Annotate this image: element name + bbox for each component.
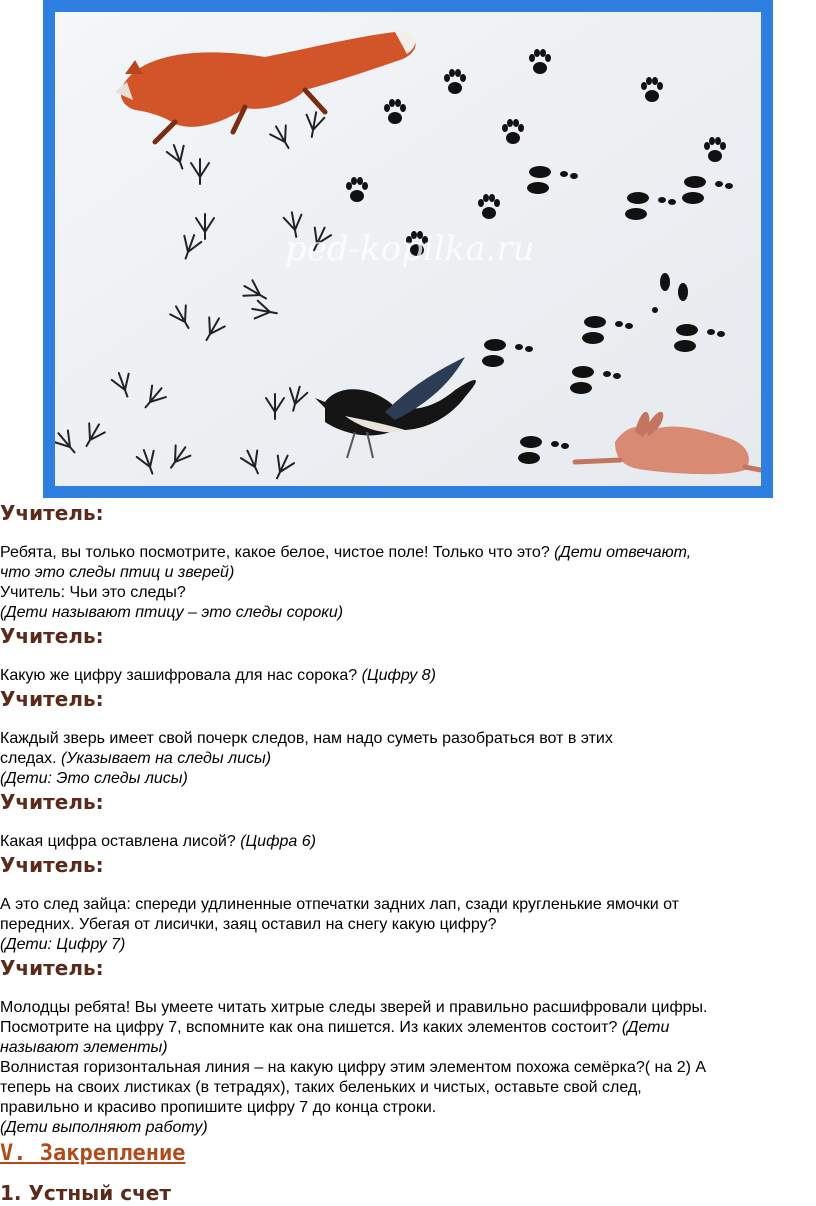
paragraph-line: правильно и красиво пропишите цифру 7 до конца строки.	[0, 1099, 437, 1116]
paragraph-line: Учитель: Чьи это следы?	[0, 584, 186, 601]
speaker-label: Учитель:	[0, 790, 104, 814]
paragraph-line: (Дети: Цифру 7)	[0, 936, 126, 953]
watermark: ped-kopilka.ru	[285, 229, 535, 269]
subsection-heading: 1. Устный счет	[0, 1181, 171, 1205]
paragraph-line: Посмотрите на цифру 7, вспомните как она пишется. Из каких элементов состоит? (Дети	[0, 1019, 670, 1036]
illustration-frame	[43, 0, 773, 498]
paragraph-line: Ребята, вы только посмотрите, какое белое, чистое поле! Только что это? (Дети отвечают,	[0, 544, 692, 561]
paragraph-line: (Дети выполняют работу)	[0, 1119, 208, 1136]
paragraph-line: А это след зайца: спереди удлиненные отпечатки задних лап, сзади кругленькие ямочки от	[0, 896, 679, 913]
paragraph-line: следах. (Указывает на следы лисы)	[0, 750, 272, 767]
paragraph-line: теперь на своих листиках (в тетрадях), таких беленьких и чистых, оставьте свой след,	[0, 1079, 642, 1096]
speaker-label: Учитель:	[0, 853, 104, 877]
paragraph-line: передних. Убегая от лисички, заяц оставил на снегу какую цифру?	[0, 916, 497, 933]
paragraph-line: Молодцы ребята! Вы умеете читать хитрые следы зверей и правильно расшифровали цифры.	[0, 999, 708, 1016]
speaker-label: Учитель:	[0, 956, 104, 980]
speaker-label: Учитель:	[0, 501, 104, 525]
lesson-text	[0, 500, 816, 1206]
paragraph-line: (Дети называют птицу – это следы сороки)	[0, 604, 344, 621]
paragraph-line: Каждый зверь имеет свой почерк следов, нам надо суметь разобраться вот в этих	[0, 730, 613, 747]
paragraph-line: что это следы птиц и зверей)	[0, 564, 235, 581]
paragraph-line: Какую же цифру зашифровала для нас сорока? (Цифру 8)	[0, 667, 436, 684]
speaker-label: Учитель:	[0, 687, 104, 711]
snow-field-illustration	[55, 12, 761, 486]
paragraph-line: Какая цифра оставлена лисой? (Цифра 6)	[0, 833, 316, 850]
section-heading: V. Закрепление	[0, 1141, 186, 1166]
speaker-label: Учитель:	[0, 624, 104, 648]
paragraph-line: (Дети: Это следы лисы)	[0, 770, 188, 787]
paragraph-line: Волнистая горизонтальная линия – на какую цифру этим элементом похожа семёрка?( на 2) А	[0, 1059, 707, 1076]
paragraph-line: называют элементы)	[0, 1039, 168, 1056]
